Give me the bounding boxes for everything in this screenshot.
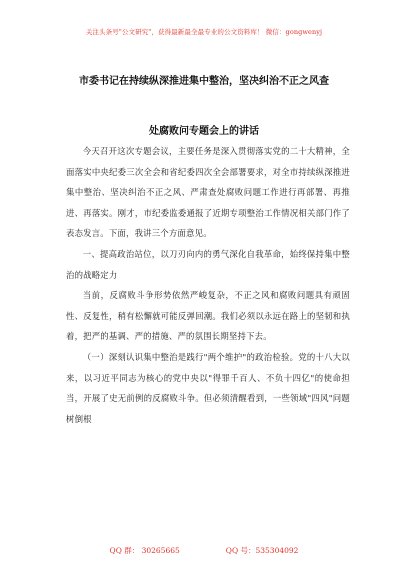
footer-contact: [0, 545, 408, 556]
document-body: [66, 141, 350, 429]
paragraph-subsection-1: （一）深刻认识集中整治是践行"两个维护"的政治检验。党的十八大以来，以习近平同志为核心的党中央以"得罪千百人、不负十四亿"的使命担当，开展了史无前例的反腐败斗争。但必须清醒看到，一些领域"四风"问题树倒根: [66, 351, 350, 424]
paragraph-situation: 当前，反腐败斗争形势依然严峻复杂，不正之风和腐败问题具有顽固性、反复性，稍有松懈就可能反弹回潮。我们必须以永远在路上的坚韧和执着，把严的基调、严的措施、严的氛围长期坚持下去。: [66, 290, 350, 342]
footer-qq-number: QQ 号：535304092: [225, 546, 299, 555]
header-banner: 关注头条号"公文研究"，获得最新最全最专业的公文资料库！ 微信：gongwenyj: [85, 28, 323, 36]
footer-qq-group: QQ 群： 30265665: [109, 546, 180, 555]
paragraph-intro: 今天召开这次专题会议，主要任务是深入贯彻落实党的二十大精神，全面落实中央纪委三次全会和省纪委四次全会部署要求，对全市持续纵深推进集中整治、坚决纠治不正之风、严肃查处腐败问题工作进行再部署、再推进、再落实。刚才，市纪委监委通报了近期专项整治工作情况相关部门作了表态发言。下面，我讲三个方面意见。: [66, 146, 350, 239]
section-heading-1: 一、提高政治站位，以刀刃向内的勇气深化自我革命，始终保持集中整治的战略定力: [66, 248, 350, 280]
document-title-line-2: 处腐败问专题会上的讲话: [149, 126, 259, 137]
document-title-line-1: 市委书记在持续纵深推进集中整治，坚决纠治不正之风查: [79, 76, 329, 87]
